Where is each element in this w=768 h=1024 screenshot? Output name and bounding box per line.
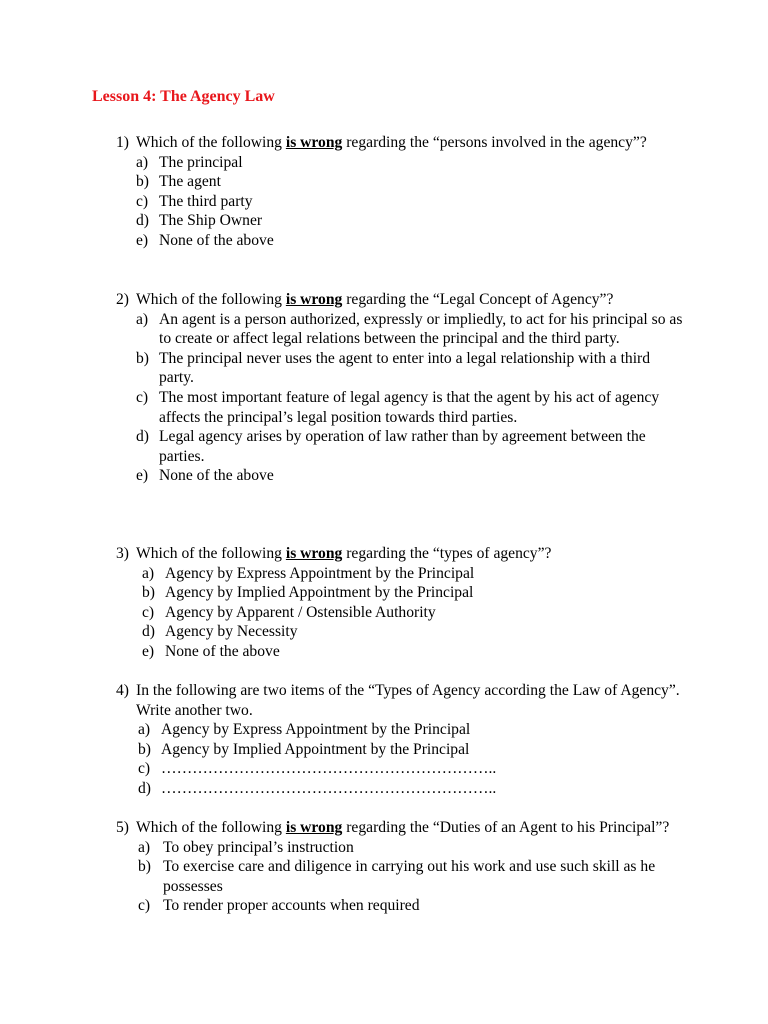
option-label: e): [136, 467, 149, 485]
option-c: [138, 896, 686, 916]
option-label: c): [142, 603, 155, 621]
option-label: d): [136, 212, 149, 230]
question-post: regarding the “persons involved in the agency”?: [346, 134, 647, 151]
question-pre: Which of the following: [136, 291, 282, 308]
question-pre: Which of the following: [136, 819, 282, 836]
option-text: Agency by Implied Appointment by the Principal: [161, 740, 470, 758]
option-label: e): [142, 642, 155, 660]
option-label: d): [142, 623, 155, 641]
option-b: [136, 349, 686, 388]
option-label: a): [136, 153, 149, 171]
option-text: To exercise care and diligence in carrying out his work and use such skill as he possesses: [163, 858, 656, 895]
question-1: [116, 133, 686, 251]
option-label: a): [138, 838, 151, 856]
question-number: 3): [116, 545, 129, 562]
option-text: Agency by Apparent / Ostensible Authority: [165, 603, 436, 621]
option-text: The principal: [159, 153, 243, 171]
question-number: 1): [116, 134, 129, 151]
option-label: c): [138, 760, 151, 778]
option-text: The third party: [159, 192, 253, 210]
option-c: [136, 388, 686, 427]
option-text: The agent: [159, 173, 221, 191]
question-text: [136, 544, 686, 564]
option-c: [138, 759, 686, 779]
option-label: e): [136, 231, 149, 249]
option-label: a): [138, 721, 151, 739]
options-list: [136, 153, 686, 251]
option-b: [136, 172, 686, 192]
question-4: [116, 681, 686, 799]
question-keyword: is wrong: [285, 545, 343, 562]
question-keyword: is wrong: [285, 819, 343, 836]
options-list: [138, 838, 686, 916]
option-label: a): [136, 310, 149, 328]
option-label: b): [138, 858, 151, 876]
option-d: [136, 427, 686, 466]
question-number: 4): [116, 682, 129, 699]
question-text: [136, 290, 686, 310]
option-b: [138, 857, 686, 896]
answer-blank: ………………………………………………………..: [161, 760, 497, 778]
option-d: [138, 779, 686, 799]
question-text: In the following are two items of the “Types of Agency according the Law of Agency”. Write another two.: [136, 682, 680, 719]
option-text: Agency by Express Appointment by the Principal: [161, 721, 471, 739]
question-keyword: is wrong: [285, 134, 343, 151]
option-b: [142, 583, 686, 603]
option-a: [136, 153, 686, 173]
option-text: To obey principal’s instruction: [163, 838, 354, 856]
option-label: b): [138, 740, 151, 758]
option-text: Agency by Express Appointment by the Principal: [165, 564, 475, 582]
question-5: [116, 818, 686, 916]
options-list: [136, 310, 686, 486]
option-text: The principal never uses the agent to enter into a legal relationship with a third party.: [159, 349, 651, 387]
option-label: d): [138, 779, 151, 797]
question-stem: [116, 681, 686, 720]
option-a: [142, 564, 686, 584]
option-text: The Ship Owner: [159, 212, 263, 230]
question-stem: [116, 818, 686, 838]
question-keyword: is wrong: [285, 291, 343, 308]
option-d: [142, 622, 686, 642]
option-label: b): [136, 349, 149, 367]
option-d: [136, 211, 686, 231]
option-b: [138, 740, 686, 760]
option-label: c): [138, 897, 151, 915]
answer-blank: ………………………………………………………..: [161, 779, 497, 797]
question-3: [116, 544, 686, 662]
option-text: None of the above: [165, 642, 280, 660]
option-label: d): [136, 428, 149, 446]
question-post: regarding the “types of agency”?: [346, 545, 552, 562]
question-2: [116, 290, 686, 486]
question-text: [136, 818, 686, 838]
lesson-title: Lesson 4: The Agency Law: [92, 88, 275, 105]
option-a: [138, 838, 686, 858]
question-number: 2): [116, 291, 129, 308]
option-text: Legal agency arises by operation of law rather than by agreement between the parties.: [159, 428, 646, 465]
question-pre: Which of the following: [136, 545, 282, 562]
options-list: [142, 564, 686, 662]
question-number: 5): [116, 819, 129, 836]
question-stem: [116, 133, 686, 153]
option-e: [136, 466, 686, 486]
option-a: [136, 310, 686, 349]
option-a: [138, 720, 686, 740]
options-list: [138, 720, 686, 798]
option-text: None of the above: [159, 467, 274, 485]
question-stem: [116, 544, 686, 564]
option-c: [142, 603, 686, 623]
option-text: None of the above: [159, 231, 274, 249]
question-stem: [116, 290, 686, 310]
option-e: [142, 642, 686, 662]
option-label: c): [136, 388, 149, 406]
option-text: The most important feature of legal agency is that the agent by his act of agency affects the principal’s legal position towards third parties.: [159, 388, 660, 426]
question-post: regarding the “Duties of an Agent to his Principal”?: [346, 819, 670, 836]
option-e: [136, 231, 686, 251]
option-label: a): [142, 564, 155, 582]
option-text: Agency by Necessity: [165, 623, 298, 641]
option-text: Agency by Implied Appointment by the Principal: [165, 584, 474, 602]
option-label: c): [136, 192, 149, 210]
option-label: b): [136, 173, 149, 191]
option-label: b): [142, 584, 155, 602]
option-c: [136, 192, 686, 212]
option-text: An agent is a person authorized, expressly or impliedly, to act for his principal so as to create or affect legal relations between the principal and the third party.: [159, 310, 683, 348]
question-text: [136, 133, 686, 153]
option-text: To render proper accounts when required: [163, 897, 420, 915]
question-post: regarding the “Legal Concept of Agency”?: [346, 291, 614, 308]
question-pre: Which of the following: [136, 134, 282, 151]
